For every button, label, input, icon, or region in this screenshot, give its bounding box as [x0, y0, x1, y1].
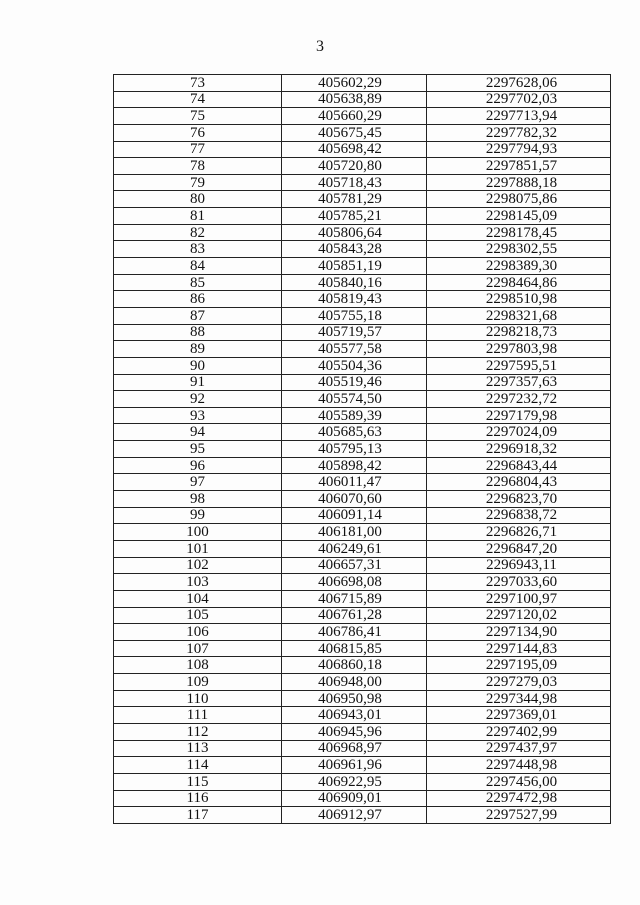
table-row	[114, 757, 611, 774]
x-coordinate-cell: 406950,98	[282, 690, 427, 707]
x-coordinate-cell: 405795,13	[282, 441, 427, 458]
x-coordinate-cell: 405698,42	[282, 141, 427, 158]
y-coordinate-cell: 2297024,09	[427, 424, 611, 441]
point-number-cell: 104	[114, 590, 282, 607]
point-number-cell: 96	[114, 457, 282, 474]
y-coordinate-cell: 2297437,97	[427, 740, 611, 757]
x-coordinate-cell: 406912,97	[282, 807, 427, 824]
point-number-cell: 117	[114, 807, 282, 824]
x-coordinate-cell: 406249,61	[282, 540, 427, 557]
y-coordinate-cell: 2297803,98	[427, 341, 611, 358]
table-row	[114, 607, 611, 624]
x-coordinate-cell: 406922,95	[282, 773, 427, 790]
y-coordinate-cell: 2296823,70	[427, 491, 611, 508]
y-coordinate-cell: 2297794,93	[427, 141, 611, 158]
x-coordinate-cell: 406070,60	[282, 491, 427, 508]
x-coordinate-cell: 405898,42	[282, 457, 427, 474]
y-coordinate-cell: 2297134,90	[427, 624, 611, 641]
x-coordinate-cell: 405602,29	[282, 75, 427, 92]
table-row	[114, 640, 611, 657]
table-row	[114, 740, 611, 757]
x-coordinate-cell: 405843,28	[282, 241, 427, 258]
point-number-cell: 112	[114, 723, 282, 740]
y-coordinate-cell: 2297448,98	[427, 757, 611, 774]
point-number-cell: 111	[114, 707, 282, 724]
y-coordinate-cell: 2297888,18	[427, 174, 611, 191]
x-coordinate-cell: 405660,29	[282, 108, 427, 125]
table-row	[114, 357, 611, 374]
table-row	[114, 124, 611, 141]
x-coordinate-cell: 405840,16	[282, 274, 427, 291]
point-number-cell: 81	[114, 208, 282, 225]
point-number-cell: 78	[114, 158, 282, 175]
x-coordinate-cell: 406091,14	[282, 507, 427, 524]
x-coordinate-cell: 405638,89	[282, 91, 427, 108]
table-row	[114, 590, 611, 607]
table-row	[114, 557, 611, 574]
table-row	[114, 241, 611, 258]
y-coordinate-cell: 2296838,72	[427, 507, 611, 524]
point-number-cell: 106	[114, 624, 282, 641]
point-number-cell: 101	[114, 540, 282, 557]
y-coordinate-cell: 2297369,01	[427, 707, 611, 724]
x-coordinate-cell: 405851,19	[282, 258, 427, 275]
point-number-cell: 109	[114, 674, 282, 691]
table-row	[114, 291, 611, 308]
y-coordinate-cell: 2298178,45	[427, 224, 611, 241]
x-coordinate-cell: 406698,08	[282, 574, 427, 591]
point-number-cell: 75	[114, 108, 282, 125]
point-number-cell: 113	[114, 740, 282, 757]
table-row	[114, 474, 611, 491]
point-number-cell: 88	[114, 324, 282, 341]
point-number-cell: 86	[114, 291, 282, 308]
y-coordinate-cell: 2297279,03	[427, 674, 611, 691]
y-coordinate-cell: 2296943,11	[427, 557, 611, 574]
point-number-cell: 73	[114, 75, 282, 92]
point-number-cell: 80	[114, 191, 282, 208]
x-coordinate-cell: 405577,58	[282, 341, 427, 358]
x-coordinate-cell: 405819,43	[282, 291, 427, 308]
y-coordinate-cell: 2297713,94	[427, 108, 611, 125]
x-coordinate-cell: 406786,41	[282, 624, 427, 641]
y-coordinate-cell: 2298464,86	[427, 274, 611, 291]
x-coordinate-cell: 405720,80	[282, 158, 427, 175]
x-coordinate-cell: 406961,96	[282, 757, 427, 774]
y-coordinate-cell: 2297344,98	[427, 690, 611, 707]
point-number-cell: 103	[114, 574, 282, 591]
point-number-cell: 79	[114, 174, 282, 191]
point-number-cell: 90	[114, 357, 282, 374]
table-row	[114, 773, 611, 790]
x-coordinate-cell: 406761,28	[282, 607, 427, 624]
x-coordinate-cell: 405685,63	[282, 424, 427, 441]
coordinates-table-body	[114, 75, 611, 824]
x-coordinate-cell: 405589,39	[282, 407, 427, 424]
x-coordinate-cell: 406945,96	[282, 723, 427, 740]
table-row	[114, 690, 611, 707]
point-number-cell: 85	[114, 274, 282, 291]
point-number-cell: 110	[114, 690, 282, 707]
coordinates-table	[113, 74, 611, 824]
table-row	[114, 391, 611, 408]
y-coordinate-cell: 2297195,09	[427, 657, 611, 674]
point-number-cell: 84	[114, 258, 282, 275]
table-row	[114, 624, 611, 641]
point-number-cell: 77	[114, 141, 282, 158]
table-row	[114, 224, 611, 241]
table-row	[114, 258, 611, 275]
table-row	[114, 374, 611, 391]
table-row	[114, 540, 611, 557]
y-coordinate-cell: 2297144,83	[427, 640, 611, 657]
point-number-cell: 108	[114, 657, 282, 674]
point-number-cell: 82	[114, 224, 282, 241]
x-coordinate-cell: 405519,46	[282, 374, 427, 391]
table-row	[114, 790, 611, 807]
table-row	[114, 274, 611, 291]
point-number-cell: 98	[114, 491, 282, 508]
point-number-cell: 99	[114, 507, 282, 524]
point-number-cell: 97	[114, 474, 282, 491]
x-coordinate-cell: 406715,89	[282, 590, 427, 607]
y-coordinate-cell: 2296843,44	[427, 457, 611, 474]
y-coordinate-cell: 2297628,06	[427, 75, 611, 92]
table-row	[114, 324, 611, 341]
table-row	[114, 91, 611, 108]
y-coordinate-cell: 2296804,43	[427, 474, 611, 491]
table-row	[114, 674, 611, 691]
x-coordinate-cell: 405785,21	[282, 208, 427, 225]
y-coordinate-cell: 2296847,20	[427, 540, 611, 557]
table-row	[114, 191, 611, 208]
page-number: 3	[316, 38, 324, 55]
x-coordinate-cell: 406909,01	[282, 790, 427, 807]
table-row	[114, 307, 611, 324]
y-coordinate-cell: 2297232,72	[427, 391, 611, 408]
y-coordinate-cell: 2298510,98	[427, 291, 611, 308]
table-row	[114, 441, 611, 458]
y-coordinate-cell: 2297527,99	[427, 807, 611, 824]
y-coordinate-cell: 2297472,98	[427, 790, 611, 807]
point-number-cell: 74	[114, 91, 282, 108]
table-row	[114, 524, 611, 541]
x-coordinate-cell: 405806,64	[282, 224, 427, 241]
y-coordinate-cell: 2297100,97	[427, 590, 611, 607]
x-coordinate-cell: 406181,00	[282, 524, 427, 541]
point-number-cell: 92	[114, 391, 282, 408]
point-number-cell: 83	[114, 241, 282, 258]
y-coordinate-cell: 2298321,68	[427, 307, 611, 324]
y-coordinate-cell: 2297456,00	[427, 773, 611, 790]
point-number-cell: 89	[114, 341, 282, 358]
x-coordinate-cell: 406657,31	[282, 557, 427, 574]
y-coordinate-cell: 2298145,09	[427, 208, 611, 225]
table-row	[114, 491, 611, 508]
point-number-cell: 93	[114, 407, 282, 424]
y-coordinate-cell: 2298218,73	[427, 324, 611, 341]
x-coordinate-cell: 405675,45	[282, 124, 427, 141]
table-row	[114, 174, 611, 191]
point-number-cell: 115	[114, 773, 282, 790]
point-number-cell: 87	[114, 307, 282, 324]
x-coordinate-cell: 405504,36	[282, 357, 427, 374]
x-coordinate-cell: 406943,01	[282, 707, 427, 724]
y-coordinate-cell: 2298389,30	[427, 258, 611, 275]
y-coordinate-cell: 2297033,60	[427, 574, 611, 591]
y-coordinate-cell: 2296826,71	[427, 524, 611, 541]
y-coordinate-cell: 2297702,03	[427, 91, 611, 108]
x-coordinate-cell: 405755,18	[282, 307, 427, 324]
table-row	[114, 574, 611, 591]
table-row	[114, 341, 611, 358]
table-row	[114, 723, 611, 740]
y-coordinate-cell: 2297357,63	[427, 374, 611, 391]
table-row	[114, 507, 611, 524]
point-number-cell: 94	[114, 424, 282, 441]
x-coordinate-cell: 406860,18	[282, 657, 427, 674]
table-row	[114, 657, 611, 674]
y-coordinate-cell: 2297782,32	[427, 124, 611, 141]
y-coordinate-cell: 2298302,55	[427, 241, 611, 258]
y-coordinate-cell: 2297179,98	[427, 407, 611, 424]
table-row	[114, 457, 611, 474]
x-coordinate-cell: 406948,00	[282, 674, 427, 691]
table-row	[114, 108, 611, 125]
point-number-cell: 100	[114, 524, 282, 541]
x-coordinate-cell: 406815,85	[282, 640, 427, 657]
point-number-cell: 102	[114, 557, 282, 574]
table-row	[114, 158, 611, 175]
point-number-cell: 76	[114, 124, 282, 141]
x-coordinate-cell: 406011,47	[282, 474, 427, 491]
point-number-cell: 116	[114, 790, 282, 807]
y-coordinate-cell: 2297595,51	[427, 357, 611, 374]
y-coordinate-cell: 2298075,86	[427, 191, 611, 208]
table-row	[114, 407, 611, 424]
point-number-cell: 95	[114, 441, 282, 458]
point-number-cell: 114	[114, 757, 282, 774]
y-coordinate-cell: 2297851,57	[427, 158, 611, 175]
point-number-cell: 105	[114, 607, 282, 624]
table-row	[114, 707, 611, 724]
table-row	[114, 208, 611, 225]
x-coordinate-cell: 405719,57	[282, 324, 427, 341]
x-coordinate-cell: 405781,29	[282, 191, 427, 208]
x-coordinate-cell: 406968,97	[282, 740, 427, 757]
y-coordinate-cell: 2297402,99	[427, 723, 611, 740]
table-row	[114, 141, 611, 158]
point-number-cell: 107	[114, 640, 282, 657]
y-coordinate-cell: 2296918,32	[427, 441, 611, 458]
table-row	[114, 75, 611, 92]
table-row	[114, 424, 611, 441]
x-coordinate-cell: 405718,43	[282, 174, 427, 191]
x-coordinate-cell: 405574,50	[282, 391, 427, 408]
y-coordinate-cell: 2297120,02	[427, 607, 611, 624]
table-row	[114, 807, 611, 824]
point-number-cell: 91	[114, 374, 282, 391]
